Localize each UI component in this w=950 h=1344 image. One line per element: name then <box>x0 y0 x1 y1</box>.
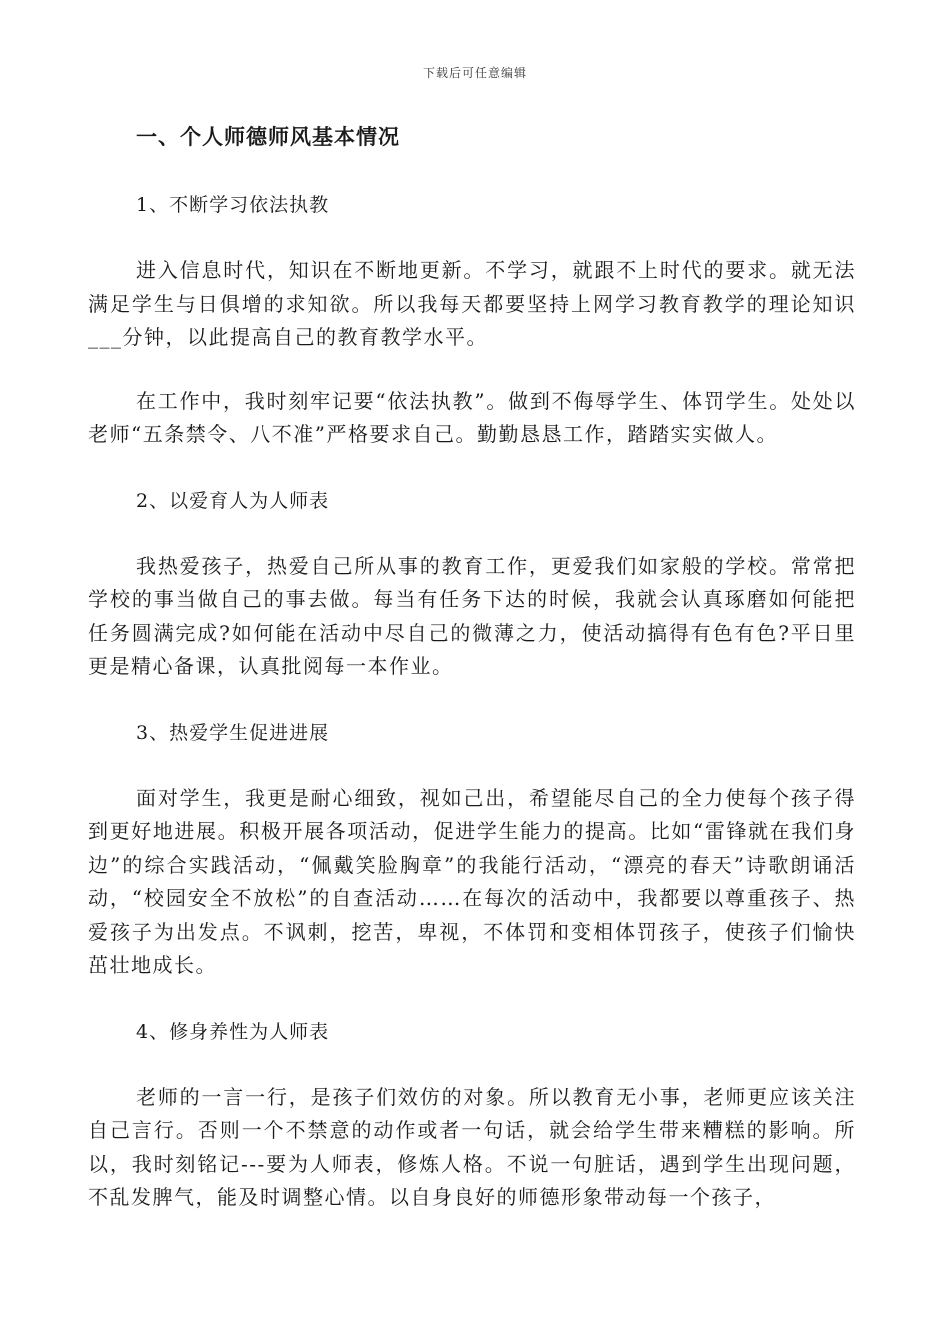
subsection-3 <box>88 714 856 983</box>
paragraph: 在工作中，我时刻牢记要“依法执教”。做到不侮辱学生、体罚学生。处处以老师“五条禁令、八不准”严格要求自己。勤勤恳恳工作，踏踏实实做人。 <box>88 388 856 446</box>
subsection-1 <box>88 186 856 452</box>
subsection-title: 1、不断学习依法执教 <box>136 194 330 216</box>
paragraph: 老师的一言一行，是孩子们效仿的对象。所以教育无小事，老师更应该关注自己言行。否则一个不禁意的动作或者一句话，就会给学生带来糟糕的影响。所以，我时刻铭记---要为人师表，修炼人格。不说一句脏话，遇到学生出现问题，不乱发脾气，能及时调整心情。以自身良好的师德形象带动每一个孩子， <box>88 1084 856 1209</box>
document-body <box>88 118 856 1245</box>
subsection-title: 2、以爱育人为人师表 <box>136 489 330 512</box>
paragraph: 进入信息时代，知识在不断地更新。不学习，就跟不上时代的要求。就无法满足学生与日俱增的求知欲。所以我每天都要坚持上网学习教育教学的理论知识___分钟，以此提高自己的教育教学水平。 <box>88 258 856 349</box>
section-heading: 一、个人师德师风基本情况 <box>136 124 400 149</box>
paragraph: 面对学生，我更是耐心细致，视如己出，希望能尽自己的全力使每个孩子得到更好地进展。积极开展各项活动，促进学生能力的提高。比如“雷锋就在我们身边”的综合实践活动，“佩戴笑脸胸章”的我能行活动，“漂亮的春天”诗歌朗诵活动，“校园安全不放松”的自查活动……在每次的活动中，我都要以尊重孩子、热爱孩子为出发点。不讽刺，挖苦，卑视，不体罚和变相体罚孩子，使孩子们愉快茁壮地成长。 <box>88 785 856 977</box>
subsection-title: 4、修身养性为人师表 <box>136 1020 330 1043</box>
header-note: 下载后可任意编辑 <box>422 66 527 80</box>
subsection-title: 3、热爱学生促进进展 <box>136 721 330 744</box>
subsection-2 <box>88 482 856 684</box>
subsection-4 <box>88 1013 856 1215</box>
paragraph: 我热爱孩子，热爱自己所从事的教育工作，更爱我们如家般的学校。常常把学校的事当做自己的事去做。每当有任务下达的时候，我就会认真琢磨如何能把任务圆满完成?如何能在活动中尽自己的微薄之力，使活动搞得有色有色?平日里更是精心备课，认真批阅每一本作业。 <box>88 553 856 678</box>
